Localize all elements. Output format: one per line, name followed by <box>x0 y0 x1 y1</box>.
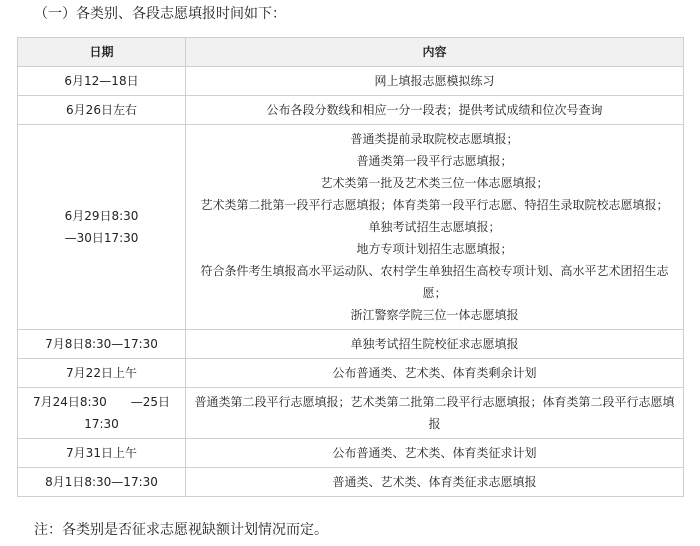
date-cell <box>18 359 186 388</box>
section-heading: （一）各类别、各段志愿填报时间如下： <box>34 6 286 22</box>
date-text: 6月29日8:30 <box>64 209 139 223</box>
date-cell <box>18 125 186 330</box>
content-cell <box>186 67 684 96</box>
content-cell <box>186 330 684 359</box>
date-text: —30日17:30 <box>64 231 139 245</box>
content-text: 艺术类第二批第一段平行志愿填报；体育类第一段平行志愿、特招生录取院校志愿填报； <box>200 198 669 212</box>
content-cell <box>186 468 684 497</box>
date-cell <box>18 468 186 497</box>
date-text: 7月31日上午 <box>66 446 137 460</box>
date-cell <box>18 439 186 468</box>
date-text: 7月24日8:30 —25日17:30 <box>32 395 171 431</box>
content-text: 公布普通类、艺术类、体育类剩余计划 <box>332 366 537 380</box>
table-row <box>18 96 684 125</box>
date-text: 6月12—18日 <box>64 74 139 88</box>
date-cell <box>18 388 186 439</box>
content-cell <box>186 359 684 388</box>
table-row <box>18 125 684 330</box>
content-text: 普通类第一段平行志愿填报； <box>356 154 513 168</box>
content-text: 普通类、艺术类、体育类征求志愿填报 <box>332 475 537 489</box>
date-cell <box>18 330 186 359</box>
content-text: 普通类提前录取院校志愿填报； <box>350 132 519 146</box>
content-text: 网上填报志愿模拟练习 <box>374 74 495 88</box>
table-row <box>18 388 684 439</box>
date-text: 6月26日左右 <box>66 103 137 117</box>
table-row <box>18 330 684 359</box>
content-text: 普通类第二段平行志愿填报；艺术类第二批第二段平行志愿填报；体育类第二段平行志愿填报 <box>194 395 675 431</box>
table-row <box>18 359 684 388</box>
content-cell <box>186 439 684 468</box>
content-text: 单独考试招生院校征求志愿填报 <box>350 337 519 351</box>
content-text: 艺术类第一批及艺术类三位一体志愿填报； <box>320 176 549 190</box>
content-text: 公布普通类、艺术类、体育类征求计划 <box>332 446 537 460</box>
table-header-row <box>18 38 684 67</box>
content-text: 地方专项计划招生志愿填报； <box>356 242 513 256</box>
date-cell <box>18 67 186 96</box>
table-row <box>18 468 684 497</box>
date-text: 7月22日上午 <box>66 366 137 380</box>
content-text: 单独考试招生志愿填报； <box>368 220 501 234</box>
schedule-table <box>17 37 684 497</box>
table-row <box>18 67 684 96</box>
date-text: 8月1日8:30—17:30 <box>45 475 158 489</box>
footnote: 注：各类别是否征求志愿视缺额计划情况而定。 <box>34 522 328 538</box>
content-text: 符合条件考生填报高水平运动队、农村学生单独招生高校专项计划、高水平艺术团招生志愿； <box>200 264 669 300</box>
column-header-content: 内容 <box>186 38 684 67</box>
content-cell <box>186 388 684 439</box>
content-cell <box>186 125 684 330</box>
content-text: 公布各段分数线和相应一分一段表；提供考试成绩和位次号查询 <box>266 103 603 117</box>
content-text: 浙江警察学院三位一体志愿填报 <box>350 308 519 322</box>
column-header-date: 日期 <box>18 38 186 67</box>
table-row <box>18 439 684 468</box>
content-cell <box>186 96 684 125</box>
date-text: 7月8日8:30—17:30 <box>45 337 158 351</box>
date-cell <box>18 96 186 125</box>
